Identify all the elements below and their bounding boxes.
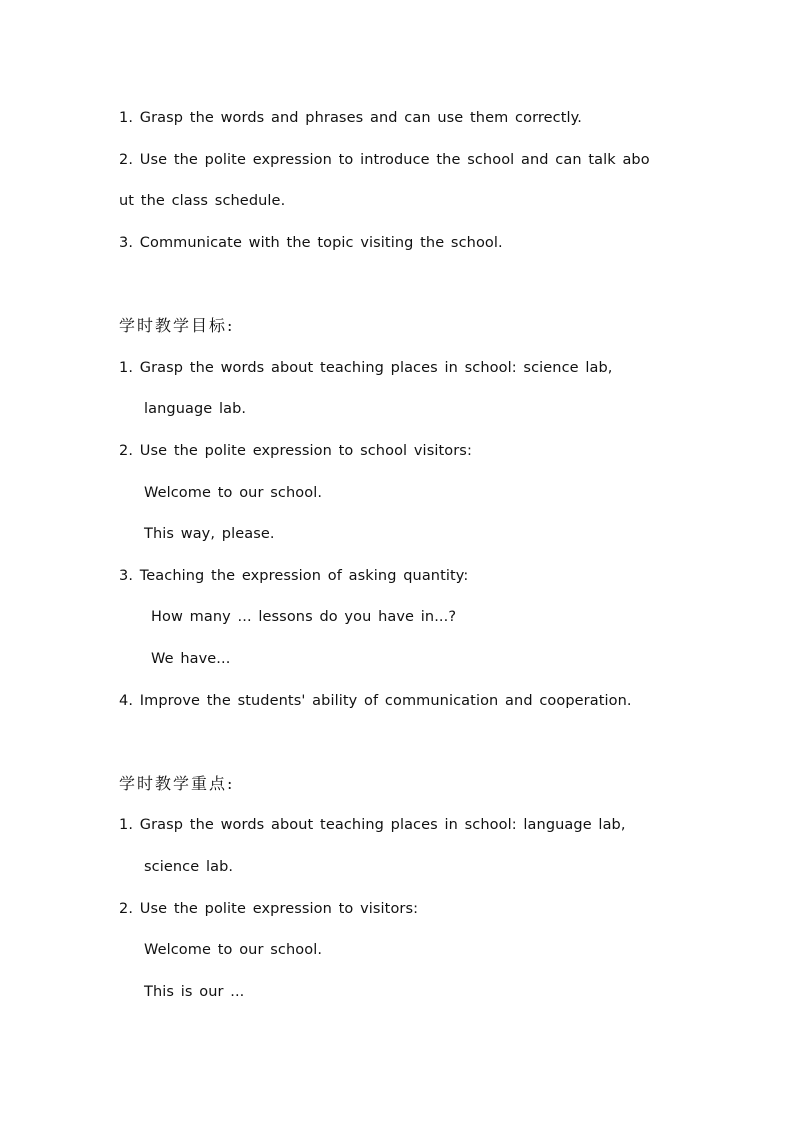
objective-item-1-cont: language lab. bbox=[144, 401, 247, 417]
intro-line-3: 3. Communicate with the topic visiting the school. bbox=[119, 235, 503, 251]
keypoints-heading: 学时教学重点: bbox=[119, 774, 235, 793]
objective-example-this-way: This way, please. bbox=[144, 526, 275, 542]
objective-item-3: 3. Teaching the expression of asking quantity: bbox=[119, 568, 469, 584]
objective-item-2: 2. Use the polite expression to school visitors: bbox=[119, 443, 472, 459]
intro-line-1: 1. Grasp the words and phrases and can use them correctly. bbox=[119, 110, 582, 126]
objective-example-we-have: We have... bbox=[151, 651, 231, 667]
objective-example-welcome: Welcome to our school. bbox=[144, 485, 323, 501]
objectives-heading: 学时教学目标: bbox=[119, 316, 235, 335]
intro-line-2-cont: ut the class schedule. bbox=[119, 193, 286, 209]
intro-line-2: 2. Use the polite expression to introduce the school and can talk abo bbox=[119, 152, 650, 168]
keypoint-item-1-cont: science lab. bbox=[144, 859, 234, 875]
keypoint-item-1: 1. Grasp the words about teaching places in school: language lab, bbox=[119, 817, 626, 833]
objective-item-1: 1. Grasp the words about teaching places in school: science lab, bbox=[119, 360, 613, 376]
keypoint-item-2: 2. Use the polite expression to visitors: bbox=[119, 901, 419, 917]
objective-item-4: 4. Improve the students' ability of communication and cooperation. bbox=[119, 693, 632, 709]
keypoint-example-this-is: This is our ... bbox=[144, 984, 245, 1000]
keypoint-example-welcome: Welcome to our school. bbox=[144, 942, 323, 958]
objective-example-how-many: How many ... lessons do you have in...? bbox=[151, 609, 457, 625]
